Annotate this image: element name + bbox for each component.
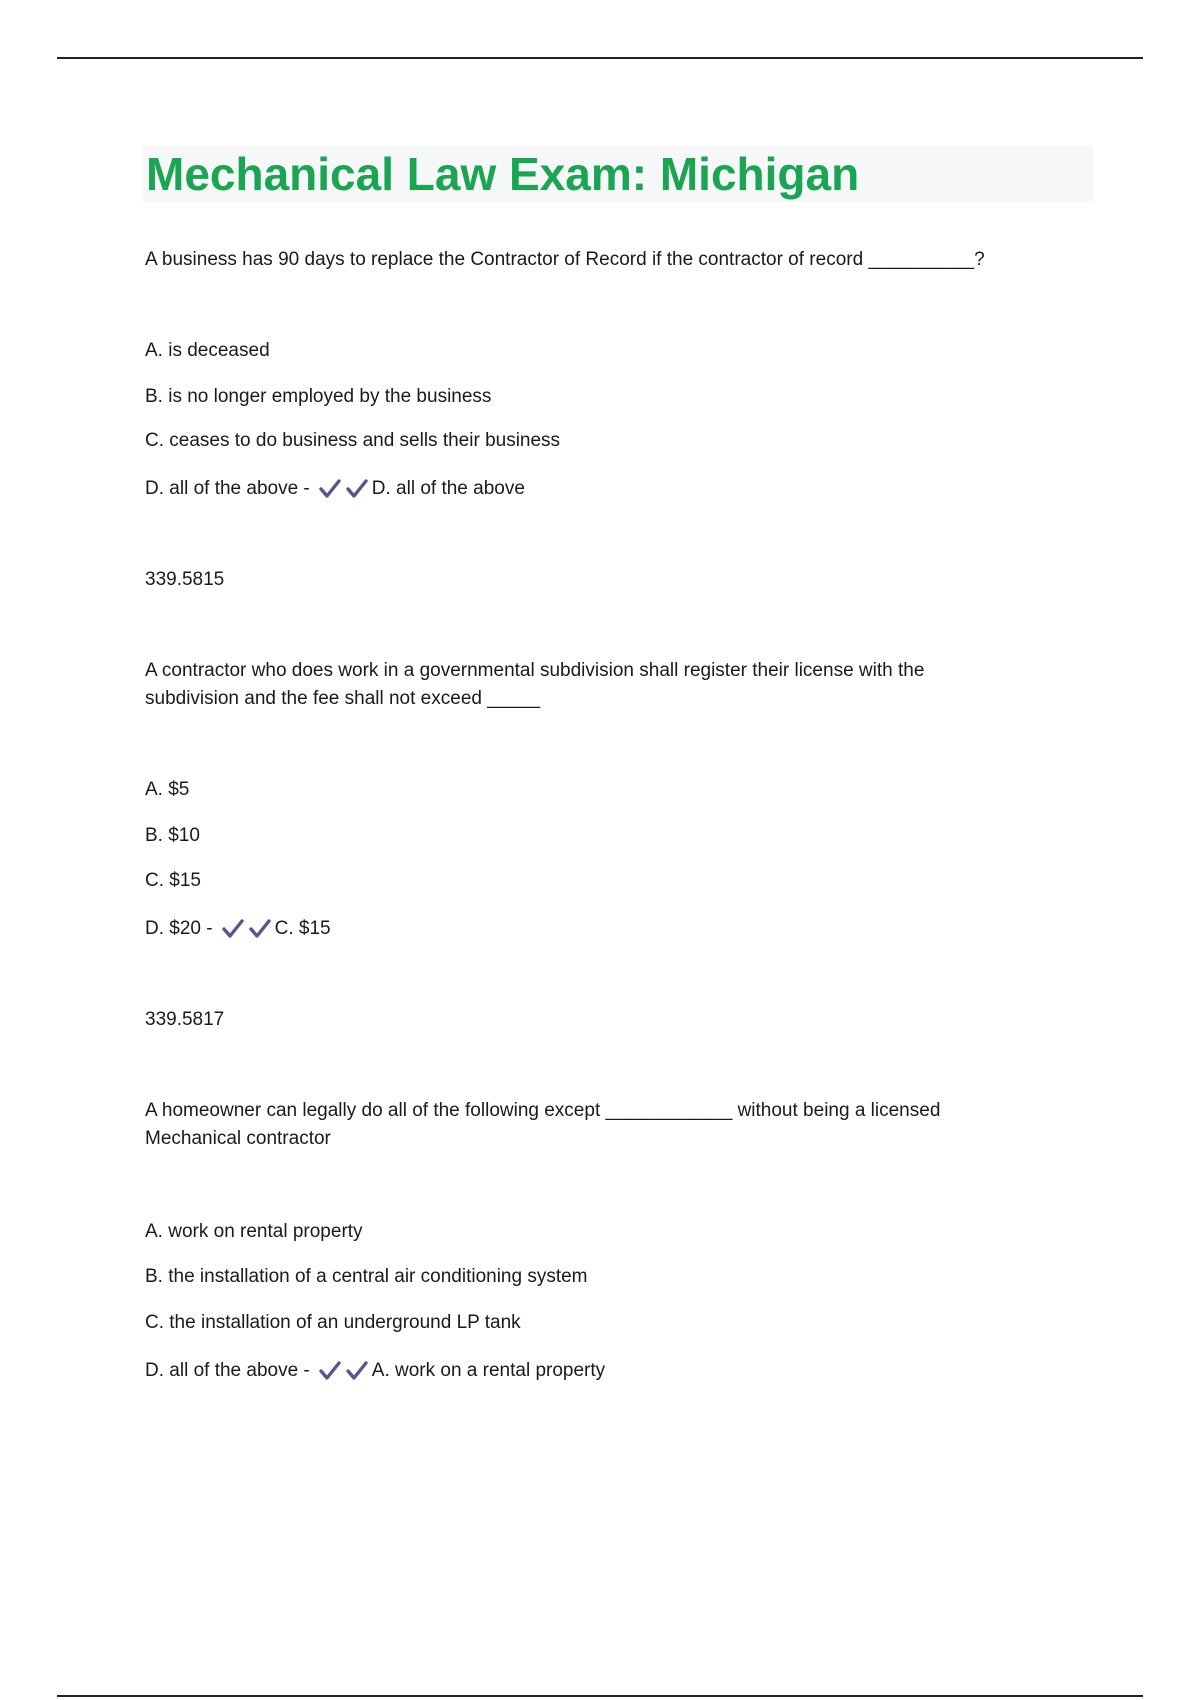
page-title: Mechanical Law Exam: Michigan — [146, 148, 860, 200]
question-3-option-b: B. the installation of a central air conditioning system — [145, 1266, 588, 1287]
check-icon — [221, 918, 245, 940]
question-3-option-d: D. all of the above - — [145, 1360, 310, 1381]
question-1-reference: 339.5815 — [145, 569, 225, 590]
question-3-option-a: A. work on rental property — [145, 1221, 363, 1242]
question-1-option-c: C. ceases to do business and sells their business — [145, 430, 561, 451]
question-3-answer-line — [145, 1357, 605, 1385]
question-2-prompt: A contractor who does work in a governmental subdivision shall register their license with the subdivision and the fee shall not exceed _____ — [145, 660, 925, 709]
question-1-option-a: A. is deceased — [145, 340, 270, 361]
question-2-reference: 339.5817 — [145, 1009, 225, 1030]
question-1-answer: D. all of the above — [371, 478, 525, 499]
question-1-option-d: D. all of the above - — [145, 478, 310, 499]
question-1-answer-line — [145, 475, 525, 503]
check-icon — [248, 918, 272, 940]
question-2-option-c: C. $15 — [145, 870, 201, 891]
question-3-option-c: C. the installation of an underground LP tank — [145, 1312, 521, 1333]
check-icon — [318, 478, 342, 500]
question-2-answer: C. $15 — [274, 918, 331, 939]
question-3-answer: A. work on a rental property — [371, 1360, 606, 1381]
question-2-answer-line — [145, 915, 331, 943]
question-1-prompt: A business has 90 days to replace the Contractor of Record if the contractor of record __________? — [145, 249, 985, 270]
footer-rule — [57, 1695, 1143, 1697]
question-3-prompt: A homeowner can legally do all of the following except ____________ without being a licensed Mechanical contractor — [145, 1100, 941, 1149]
question-2-option-a: A. $5 — [145, 779, 190, 800]
check-icon — [318, 1360, 342, 1382]
question-1-option-b: B. is no longer employed by the business — [145, 386, 492, 407]
question-2-option-d: D. $20 - — [145, 918, 213, 939]
check-icon — [345, 478, 369, 500]
header-rule — [57, 57, 1143, 59]
check-icon — [345, 1360, 369, 1382]
question-2-option-b: B. $10 — [145, 825, 200, 846]
